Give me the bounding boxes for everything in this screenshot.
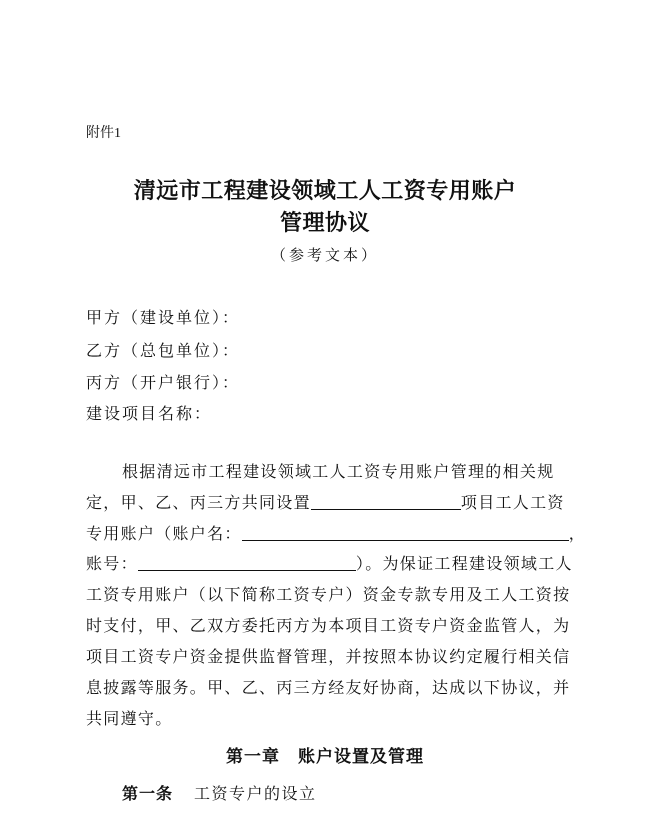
- body-line-1: 根据清远市工程建设领域工人工资专用账户管理的相关规: [122, 462, 555, 481]
- body-line-3-end: ，: [568, 524, 587, 543]
- body-line-4-start: 账号：: [86, 554, 138, 573]
- document-title-line-1: 清远市工程建设领域工人工资专用账户: [133, 178, 517, 204]
- body-line-3: [86, 521, 586, 544]
- attachment-label: 附件1: [86, 126, 121, 141]
- project-name-blank: [311, 493, 461, 510]
- project-name-label: 建设项目名称：: [86, 404, 213, 423]
- document-title-line-2: 管理协议: [279, 210, 370, 236]
- party-c-label: 丙方（开户银行）：: [86, 373, 241, 392]
- body-line-5: 工资专用账户（以下简称工资专户）资金专款专用及工人工资按: [86, 585, 571, 604]
- body-line-9: 共同遵守。: [86, 709, 173, 728]
- account-name-blank: [242, 524, 569, 541]
- document-subtitle: （参考文本）: [270, 246, 379, 264]
- body-line-7: 项目工资专户资金提供监督管理，并按照本协议约定履行相关信: [86, 647, 571, 666]
- body-line-2: [86, 490, 565, 513]
- chapter-title: 第一章 账户设置及管理: [226, 747, 424, 767]
- body-line-6: 时支付，甲、乙双方委托丙方为本项目工资专户资金监管人，为: [86, 616, 571, 635]
- party-a-label: 甲方（建设单位）：: [86, 308, 241, 327]
- body-line-2-start: 定，甲、乙、丙三方共同设置: [86, 493, 311, 512]
- article-title: 工资专户的设立: [194, 784, 317, 803]
- body-line-2-end: 项目工人工资: [460, 493, 565, 512]
- body-line-4-end: ）。为保证工程建设领域工人: [355, 554, 573, 573]
- body-line-3-start: 专用账户（账户名：: [86, 524, 242, 543]
- party-b-label: 乙方（总包单位）：: [86, 341, 241, 360]
- article-number: 第一条: [122, 784, 174, 803]
- account-number-blank: [138, 554, 356, 571]
- body-line-8: 息披露等服务。甲、乙、丙三方经友好协商，达成以下协议，并: [86, 678, 571, 697]
- body-line-4: [86, 551, 573, 574]
